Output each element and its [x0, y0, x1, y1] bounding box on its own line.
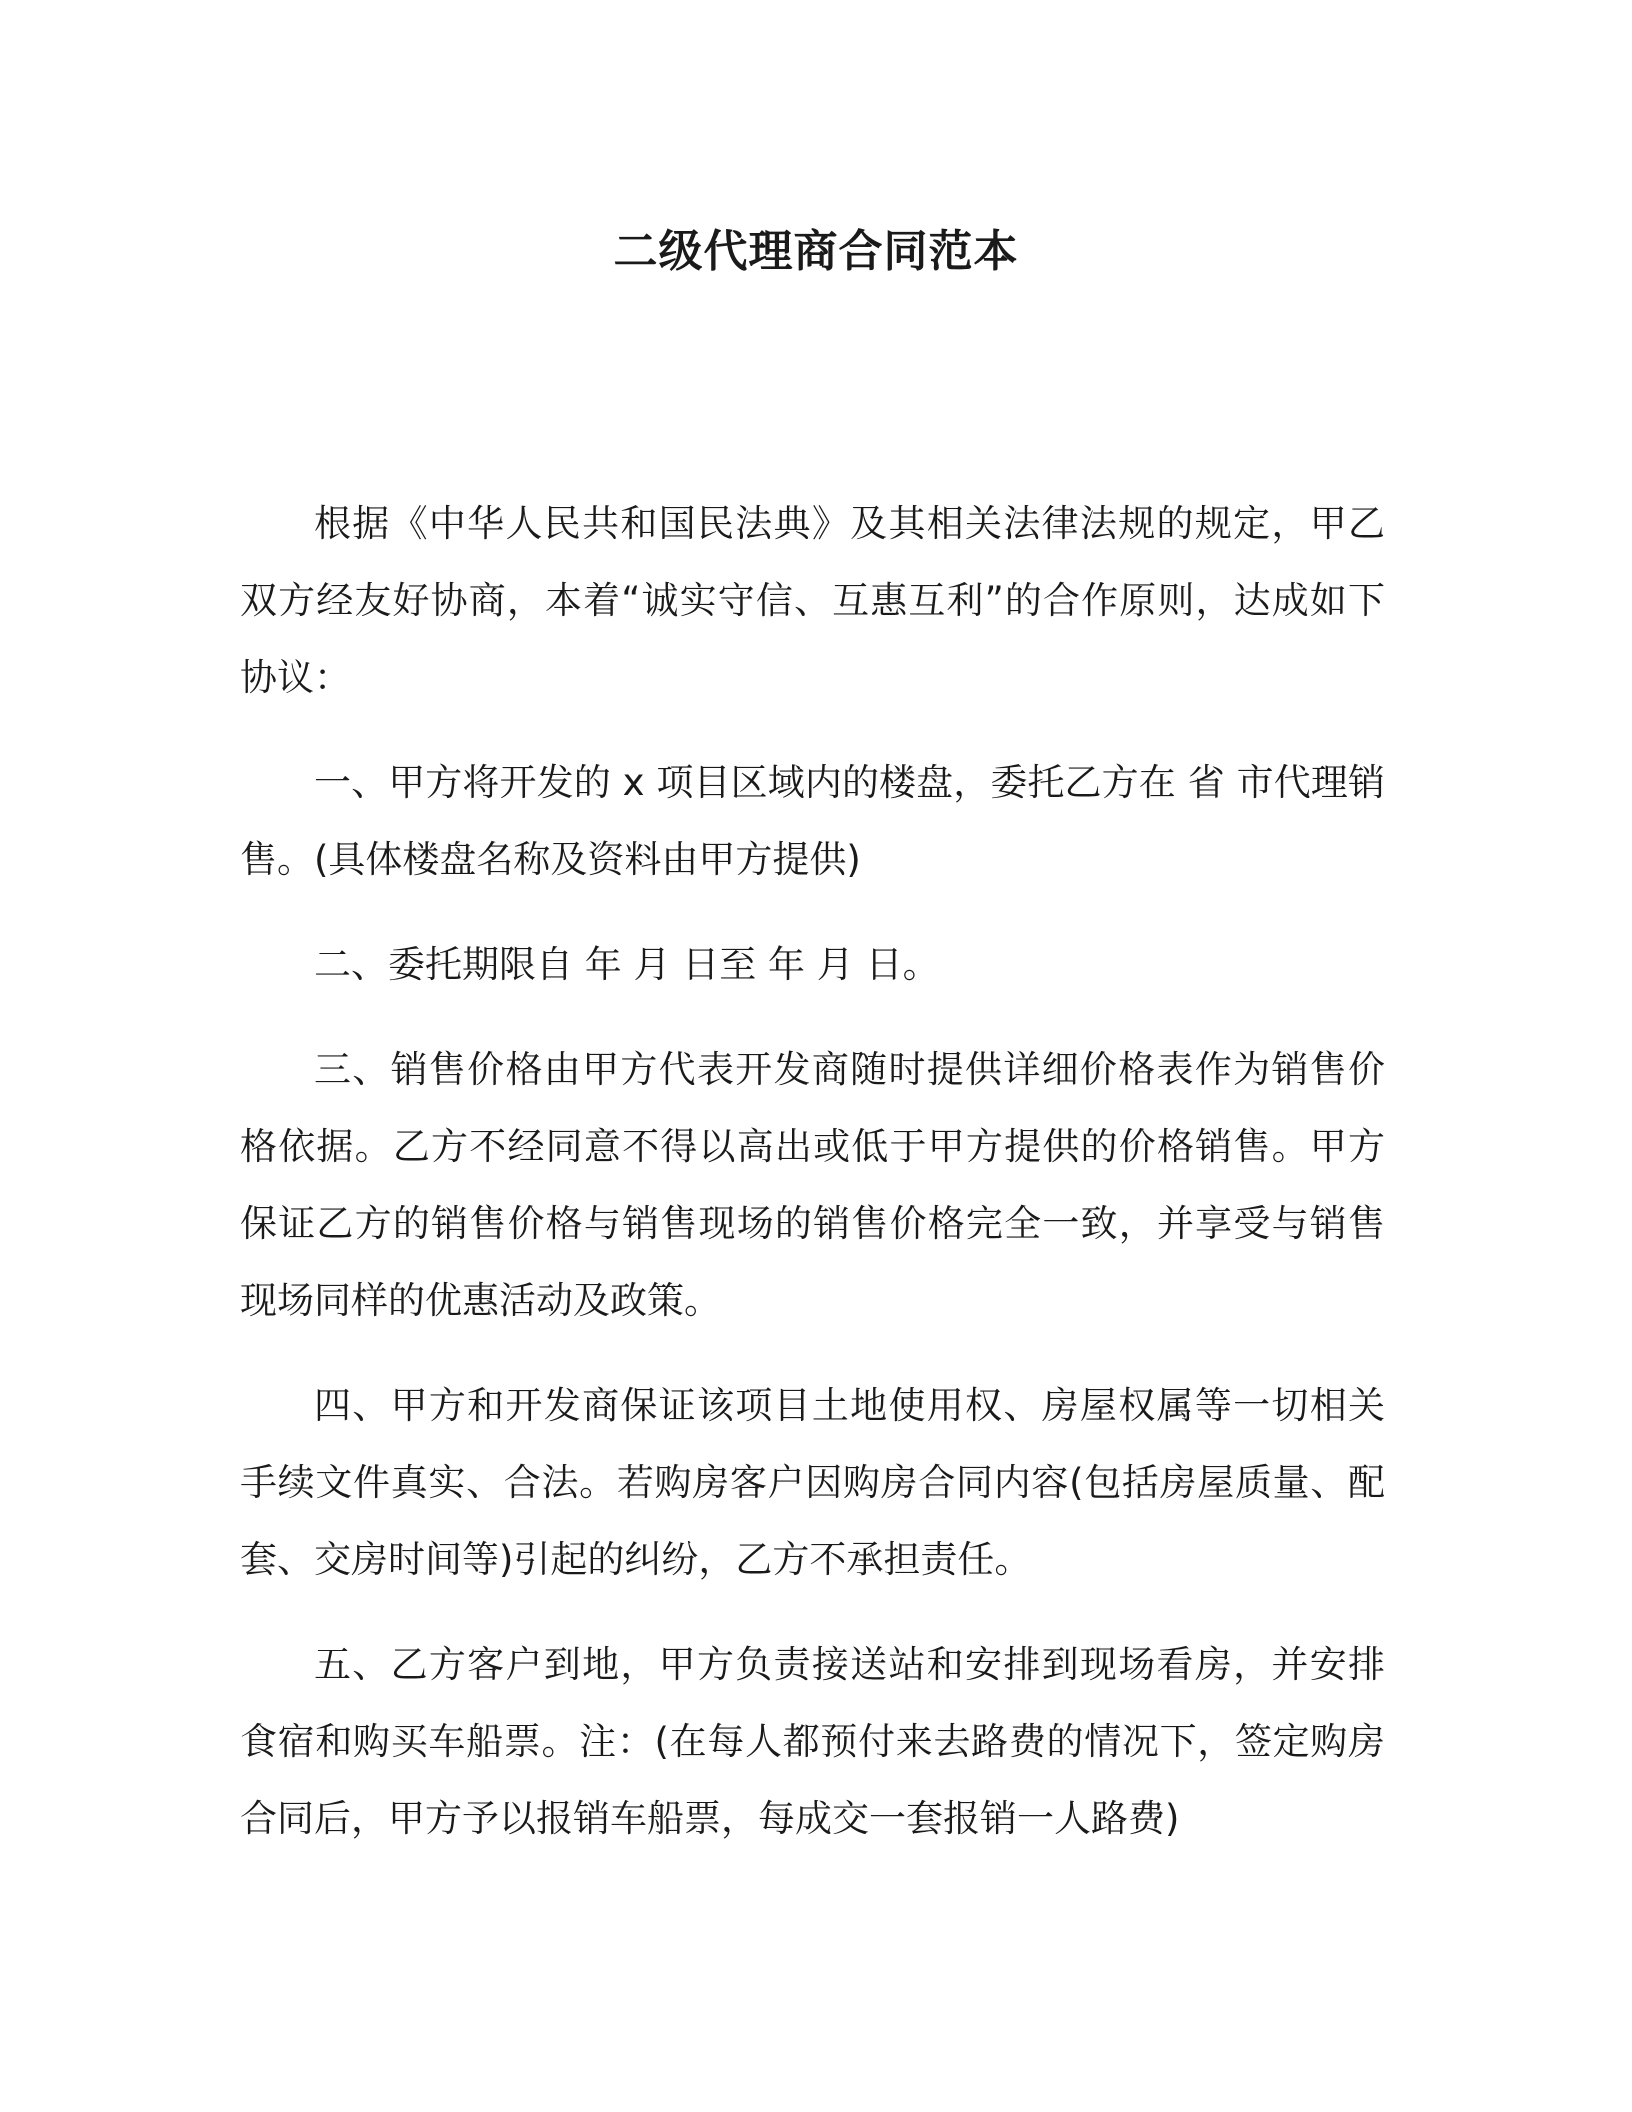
paragraph-clause-4: 四、甲方和开发商保证该项目土地使用权、房屋权属等一切相关手续文件真实、合法。若购房客户因购房合同内容(包括房屋质量、配套、交房时间等)引起的纠纷，乙方不承担责任。: [240, 1384, 1385, 1581]
paragraph-clause-3: 三、销售价格由甲方代表开发商随时提供详细价格表作为销售价格依据。乙方不经同意不得以高出或低于甲方提供的价格销售。甲方保证乙方的销售价格与销售现场的销售价格完全一致，并享受与销售现场同样的优惠活动及政策。: [240, 1048, 1385, 1322]
document-body: [240, 485, 1385, 1885]
paragraph-preamble: 根据《中华人民共和国民法典》及其相关法律法规的规定，甲乙双方经友好协商，本着“诚实守信、互惠互利”的合作原则，达成如下协议：: [240, 502, 1385, 699]
paragraph-clause-5: 五、乙方客户到地，甲方负责接送站和安排到现场看房，并安排食宿和购买车船票。注：(在每人都预付来去路费的情况下，签定购房合同后，甲方予以报销车船票，每成交一套报销一人路费): [240, 1643, 1385, 1840]
paragraph-clause-1: 一、甲方将开发的 x 项目区域内的楼盘，委托乙方在 省 市代理销售。(具体楼盘名称及资料由甲方提供): [240, 761, 1385, 881]
paragraph-clause-2: 二、委托期限自 年 月 日至 年 月 日。: [314, 943, 940, 986]
document-title: 二级代理商合同范本: [613, 226, 1019, 277]
